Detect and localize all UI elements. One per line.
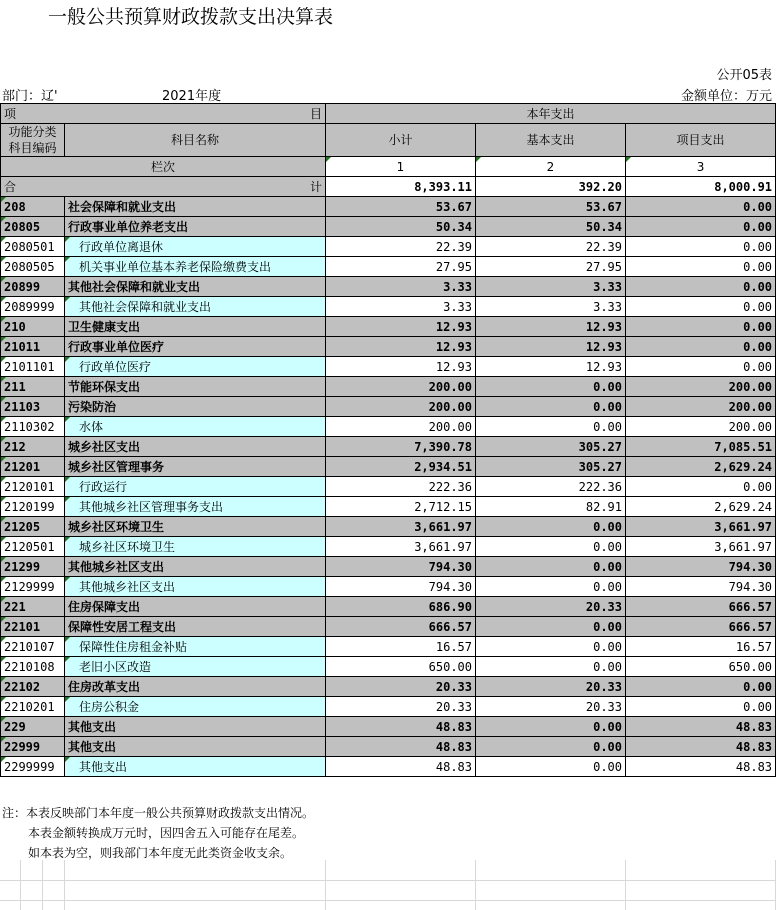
- row-project: 0.00: [626, 197, 776, 217]
- row-subtotal: 200.00: [326, 417, 476, 437]
- row-project: 0.00: [626, 317, 776, 337]
- row-name: 城乡社区环境卫生: [65, 517, 326, 537]
- row-subtotal: 12.93: [326, 317, 476, 337]
- row-subtotal: 12.93: [326, 357, 476, 377]
- notes: [2, 803, 314, 863]
- row-code: 208: [1, 197, 65, 217]
- row-code: 2110302: [1, 417, 65, 437]
- row-subtotal: 48.83: [326, 717, 476, 737]
- row-project: 0.00: [626, 697, 776, 717]
- row-code: 2101101: [1, 357, 65, 377]
- row-subtotal: 666.57: [326, 617, 476, 637]
- table-row: [1, 577, 776, 597]
- row-name: 其他支出: [65, 757, 326, 777]
- row-basic: 222.36: [476, 477, 626, 497]
- row-project: 200.00: [626, 377, 776, 397]
- table-row: [1, 617, 776, 637]
- total-basic: 392.20: [476, 177, 626, 197]
- total-label: 合 计: [1, 177, 326, 197]
- note-line: 本表金额转换成万元时，因四舍五入可能存在尾差。: [28, 826, 305, 840]
- table-row: [1, 437, 776, 457]
- row-basic: 0.00: [476, 577, 626, 597]
- row-code: 2210108: [1, 657, 65, 677]
- row-subtotal: 3.33: [326, 277, 476, 297]
- row-project: 3,661.97: [626, 537, 776, 557]
- table-row: [1, 397, 776, 417]
- row-project: 16.57: [626, 637, 776, 657]
- row-name: 保障性安居工程支出: [65, 617, 326, 637]
- row-name: 其他社会保障和就业支出: [65, 277, 326, 297]
- row-subtotal: 53.67: [326, 197, 476, 217]
- row-name: 保障性住房租金补贴: [65, 637, 326, 657]
- item-header: 项 目: [1, 104, 326, 124]
- row-code: 2210201: [1, 697, 65, 717]
- table-row: [1, 717, 776, 737]
- sequence-row: [1, 157, 776, 177]
- row-project: 48.83: [626, 757, 776, 777]
- row-subtotal: 22.39: [326, 237, 476, 257]
- table-row: [1, 697, 776, 717]
- row-code: 2080501: [1, 237, 65, 257]
- row-basic: 3.33: [476, 297, 626, 317]
- row-subtotal: 12.93: [326, 337, 476, 357]
- row-basic: 305.27: [476, 457, 626, 477]
- row-name: 其他支出: [65, 717, 326, 737]
- row-subtotal: 48.83: [326, 757, 476, 777]
- row-name: 城乡社区环境卫生: [65, 537, 326, 557]
- header-row-2: [1, 124, 776, 157]
- row-project: 650.00: [626, 657, 776, 677]
- current-spend-header: 本年支出: [326, 104, 776, 124]
- table-row: [1, 377, 776, 397]
- table-row: [1, 357, 776, 377]
- row-basic: 12.93: [476, 337, 626, 357]
- total-subtotal: 8,393.11: [326, 177, 476, 197]
- row-name: 其他城乡社区支出: [65, 577, 326, 597]
- row-name: 住房保障支出: [65, 597, 326, 617]
- row-subtotal: 686.90: [326, 597, 476, 617]
- table-row: [1, 557, 776, 577]
- row-subtotal: 16.57: [326, 637, 476, 657]
- row-code: 2129999: [1, 577, 65, 597]
- table-row: [1, 757, 776, 777]
- row-name: 节能环保支出: [65, 377, 326, 397]
- row-project: 200.00: [626, 397, 776, 417]
- row-basic: 3.33: [476, 277, 626, 297]
- table-row: [1, 417, 776, 437]
- row-name: 住房改革支出: [65, 677, 326, 697]
- fiscal-year: 2021年度: [162, 89, 222, 104]
- amount-unit: 金额单位：万元: [680, 89, 772, 104]
- row-basic: 0.00: [476, 397, 626, 417]
- row-code: 2120199: [1, 497, 65, 517]
- row-project: 0.00: [626, 237, 776, 257]
- row-project: 2,629.24: [626, 457, 776, 477]
- table-row: [1, 457, 776, 477]
- row-name: 老旧小区改造: [65, 657, 326, 677]
- row-basic: 20.33: [476, 697, 626, 717]
- row-code: 20899: [1, 277, 65, 297]
- row-code: 2299999: [1, 757, 65, 777]
- row-subtotal: 2,934.51: [326, 457, 476, 477]
- row-name: 行政单位医疗: [65, 357, 326, 377]
- sequence-cell: 1: [326, 157, 476, 177]
- row-basic: 27.95: [476, 257, 626, 277]
- total-row: [1, 177, 776, 197]
- row-basic: 22.39: [476, 237, 626, 257]
- row-subtotal: 200.00: [326, 377, 476, 397]
- row-basic: 20.33: [476, 597, 626, 617]
- row-code: 212: [1, 437, 65, 457]
- sequence-label: 栏次: [1, 157, 326, 177]
- row-basic: 0.00: [476, 757, 626, 777]
- row-basic: 0.00: [476, 637, 626, 657]
- table-row: [1, 317, 776, 337]
- row-subtotal: 650.00: [326, 657, 476, 677]
- row-subtotal: 794.30: [326, 577, 476, 597]
- row-subtotal: 3,661.97: [326, 517, 476, 537]
- expenditure-table: [0, 103, 776, 777]
- row-project: 0.00: [626, 217, 776, 237]
- table-row: [1, 537, 776, 557]
- row-basic: 0.00: [476, 737, 626, 757]
- basic-column-header: 基本支出: [476, 124, 626, 157]
- table-row: [1, 677, 776, 697]
- row-subtotal: 27.95: [326, 257, 476, 277]
- note-line: 如本表为空，则我部门本年度无此类资金收支余。: [28, 846, 293, 860]
- department-label: 部门：辽': [2, 89, 58, 104]
- row-project: 0.00: [626, 357, 776, 377]
- row-basic: 82.91: [476, 497, 626, 517]
- name-column-header: 科目名称: [65, 124, 326, 157]
- subtotal-column-header: 小计: [326, 124, 476, 157]
- empty-grid-area: [0, 860, 776, 910]
- row-project: 666.57: [626, 617, 776, 637]
- row-subtotal: 222.36: [326, 477, 476, 497]
- table-row: [1, 197, 776, 217]
- row-project: 2,629.24: [626, 497, 776, 517]
- row-code: 21205: [1, 517, 65, 537]
- row-basic: 0.00: [476, 717, 626, 737]
- table-row: [1, 497, 776, 517]
- row-basic: 0.00: [476, 377, 626, 397]
- row-code: 22999: [1, 737, 65, 757]
- code-column-header: 功能分类 科目编码: [1, 124, 65, 157]
- row-basic: 305.27: [476, 437, 626, 457]
- row-name: 行政单位离退休: [65, 237, 326, 257]
- sequence-cell: 3: [626, 157, 776, 177]
- table-row: [1, 477, 776, 497]
- row-code: 210: [1, 317, 65, 337]
- table-row: [1, 257, 776, 277]
- row-name: 其他城乡社区管理事务支出: [65, 497, 326, 517]
- row-code: 21201: [1, 457, 65, 477]
- row-name: 行政事业单位医疗: [65, 337, 326, 357]
- row-basic: 12.93: [476, 317, 626, 337]
- row-code: 2210107: [1, 637, 65, 657]
- form-number: 公开05表: [716, 68, 772, 83]
- project-column-header: 项目支出: [626, 124, 776, 157]
- row-name: 城乡社区管理事务: [65, 457, 326, 477]
- row-basic: 50.34: [476, 217, 626, 237]
- row-subtotal: 48.83: [326, 737, 476, 757]
- row-project: 794.30: [626, 577, 776, 597]
- row-name: 城乡社区支出: [65, 437, 326, 457]
- page-title: 一般公共预算财政拨款支出决算表: [48, 6, 334, 28]
- row-project: 0.00: [626, 337, 776, 357]
- row-basic: 0.00: [476, 417, 626, 437]
- table-row: [1, 277, 776, 297]
- row-project: 3,661.97: [626, 517, 776, 537]
- row-project: 48.83: [626, 737, 776, 757]
- row-basic: 0.00: [476, 517, 626, 537]
- row-basic: 0.00: [476, 657, 626, 677]
- header-row-1: [1, 104, 776, 124]
- row-project: 0.00: [626, 257, 776, 277]
- row-basic: 0.00: [476, 557, 626, 577]
- row-subtotal: 2,712.15: [326, 497, 476, 517]
- note-line: 注：本表反映部门本年度一般公共预算财政拨款支出情况。: [2, 806, 315, 820]
- row-subtotal: 794.30: [326, 557, 476, 577]
- row-project: 7,085.51: [626, 437, 776, 457]
- row-subtotal: 20.33: [326, 697, 476, 717]
- row-project: 0.00: [626, 277, 776, 297]
- table-row: [1, 237, 776, 257]
- row-project: 0.00: [626, 477, 776, 497]
- total-project: 8,000.91: [626, 177, 776, 197]
- row-code: 21103: [1, 397, 65, 417]
- row-code: 20805: [1, 217, 65, 237]
- row-name: 其他支出: [65, 737, 326, 757]
- row-subtotal: 50.34: [326, 217, 476, 237]
- row-code: 229: [1, 717, 65, 737]
- row-project: 0.00: [626, 677, 776, 697]
- row-name: 其他社会保障和就业支出: [65, 297, 326, 317]
- row-basic: 53.67: [476, 197, 626, 217]
- row-subtotal: 20.33: [326, 677, 476, 697]
- row-name: 水体: [65, 417, 326, 437]
- table-row: [1, 657, 776, 677]
- row-code: 21011: [1, 337, 65, 357]
- row-project: 48.83: [626, 717, 776, 737]
- row-code: 2089999: [1, 297, 65, 317]
- row-code: 211: [1, 377, 65, 397]
- row-basic: 20.33: [476, 677, 626, 697]
- table-row: [1, 517, 776, 537]
- row-project: 794.30: [626, 557, 776, 577]
- row-project: 0.00: [626, 297, 776, 317]
- row-project: 200.00: [626, 417, 776, 437]
- table-row: [1, 337, 776, 357]
- row-name: 住房公积金: [65, 697, 326, 717]
- row-basic: 0.00: [476, 617, 626, 637]
- row-name: 污染防治: [65, 397, 326, 417]
- row-code: 2120101: [1, 477, 65, 497]
- row-code: 22102: [1, 677, 65, 697]
- row-name: 行政事业单位养老支出: [65, 217, 326, 237]
- sequence-cell: 2: [476, 157, 626, 177]
- table-row: [1, 597, 776, 617]
- table-row: [1, 217, 776, 237]
- table-row: [1, 637, 776, 657]
- row-name: 行政运行: [65, 477, 326, 497]
- row-code: 2080505: [1, 257, 65, 277]
- row-name: 社会保障和就业支出: [65, 197, 326, 217]
- row-subtotal: 3.33: [326, 297, 476, 317]
- row-project: 666.57: [626, 597, 776, 617]
- row-subtotal: 200.00: [326, 397, 476, 417]
- row-code: 221: [1, 597, 65, 617]
- row-subtotal: 3,661.97: [326, 537, 476, 557]
- row-code: 21299: [1, 557, 65, 577]
- row-basic: 12.93: [476, 357, 626, 377]
- row-code: 2120501: [1, 537, 65, 557]
- row-subtotal: 7,390.78: [326, 437, 476, 457]
- row-name: 其他城乡社区支出: [65, 557, 326, 577]
- table-row: [1, 297, 776, 317]
- row-name: 卫生健康支出: [65, 317, 326, 337]
- row-name: 机关事业单位基本养老保险缴费支出: [65, 257, 326, 277]
- row-basic: 0.00: [476, 537, 626, 557]
- row-code: 22101: [1, 617, 65, 637]
- table-row: [1, 737, 776, 757]
